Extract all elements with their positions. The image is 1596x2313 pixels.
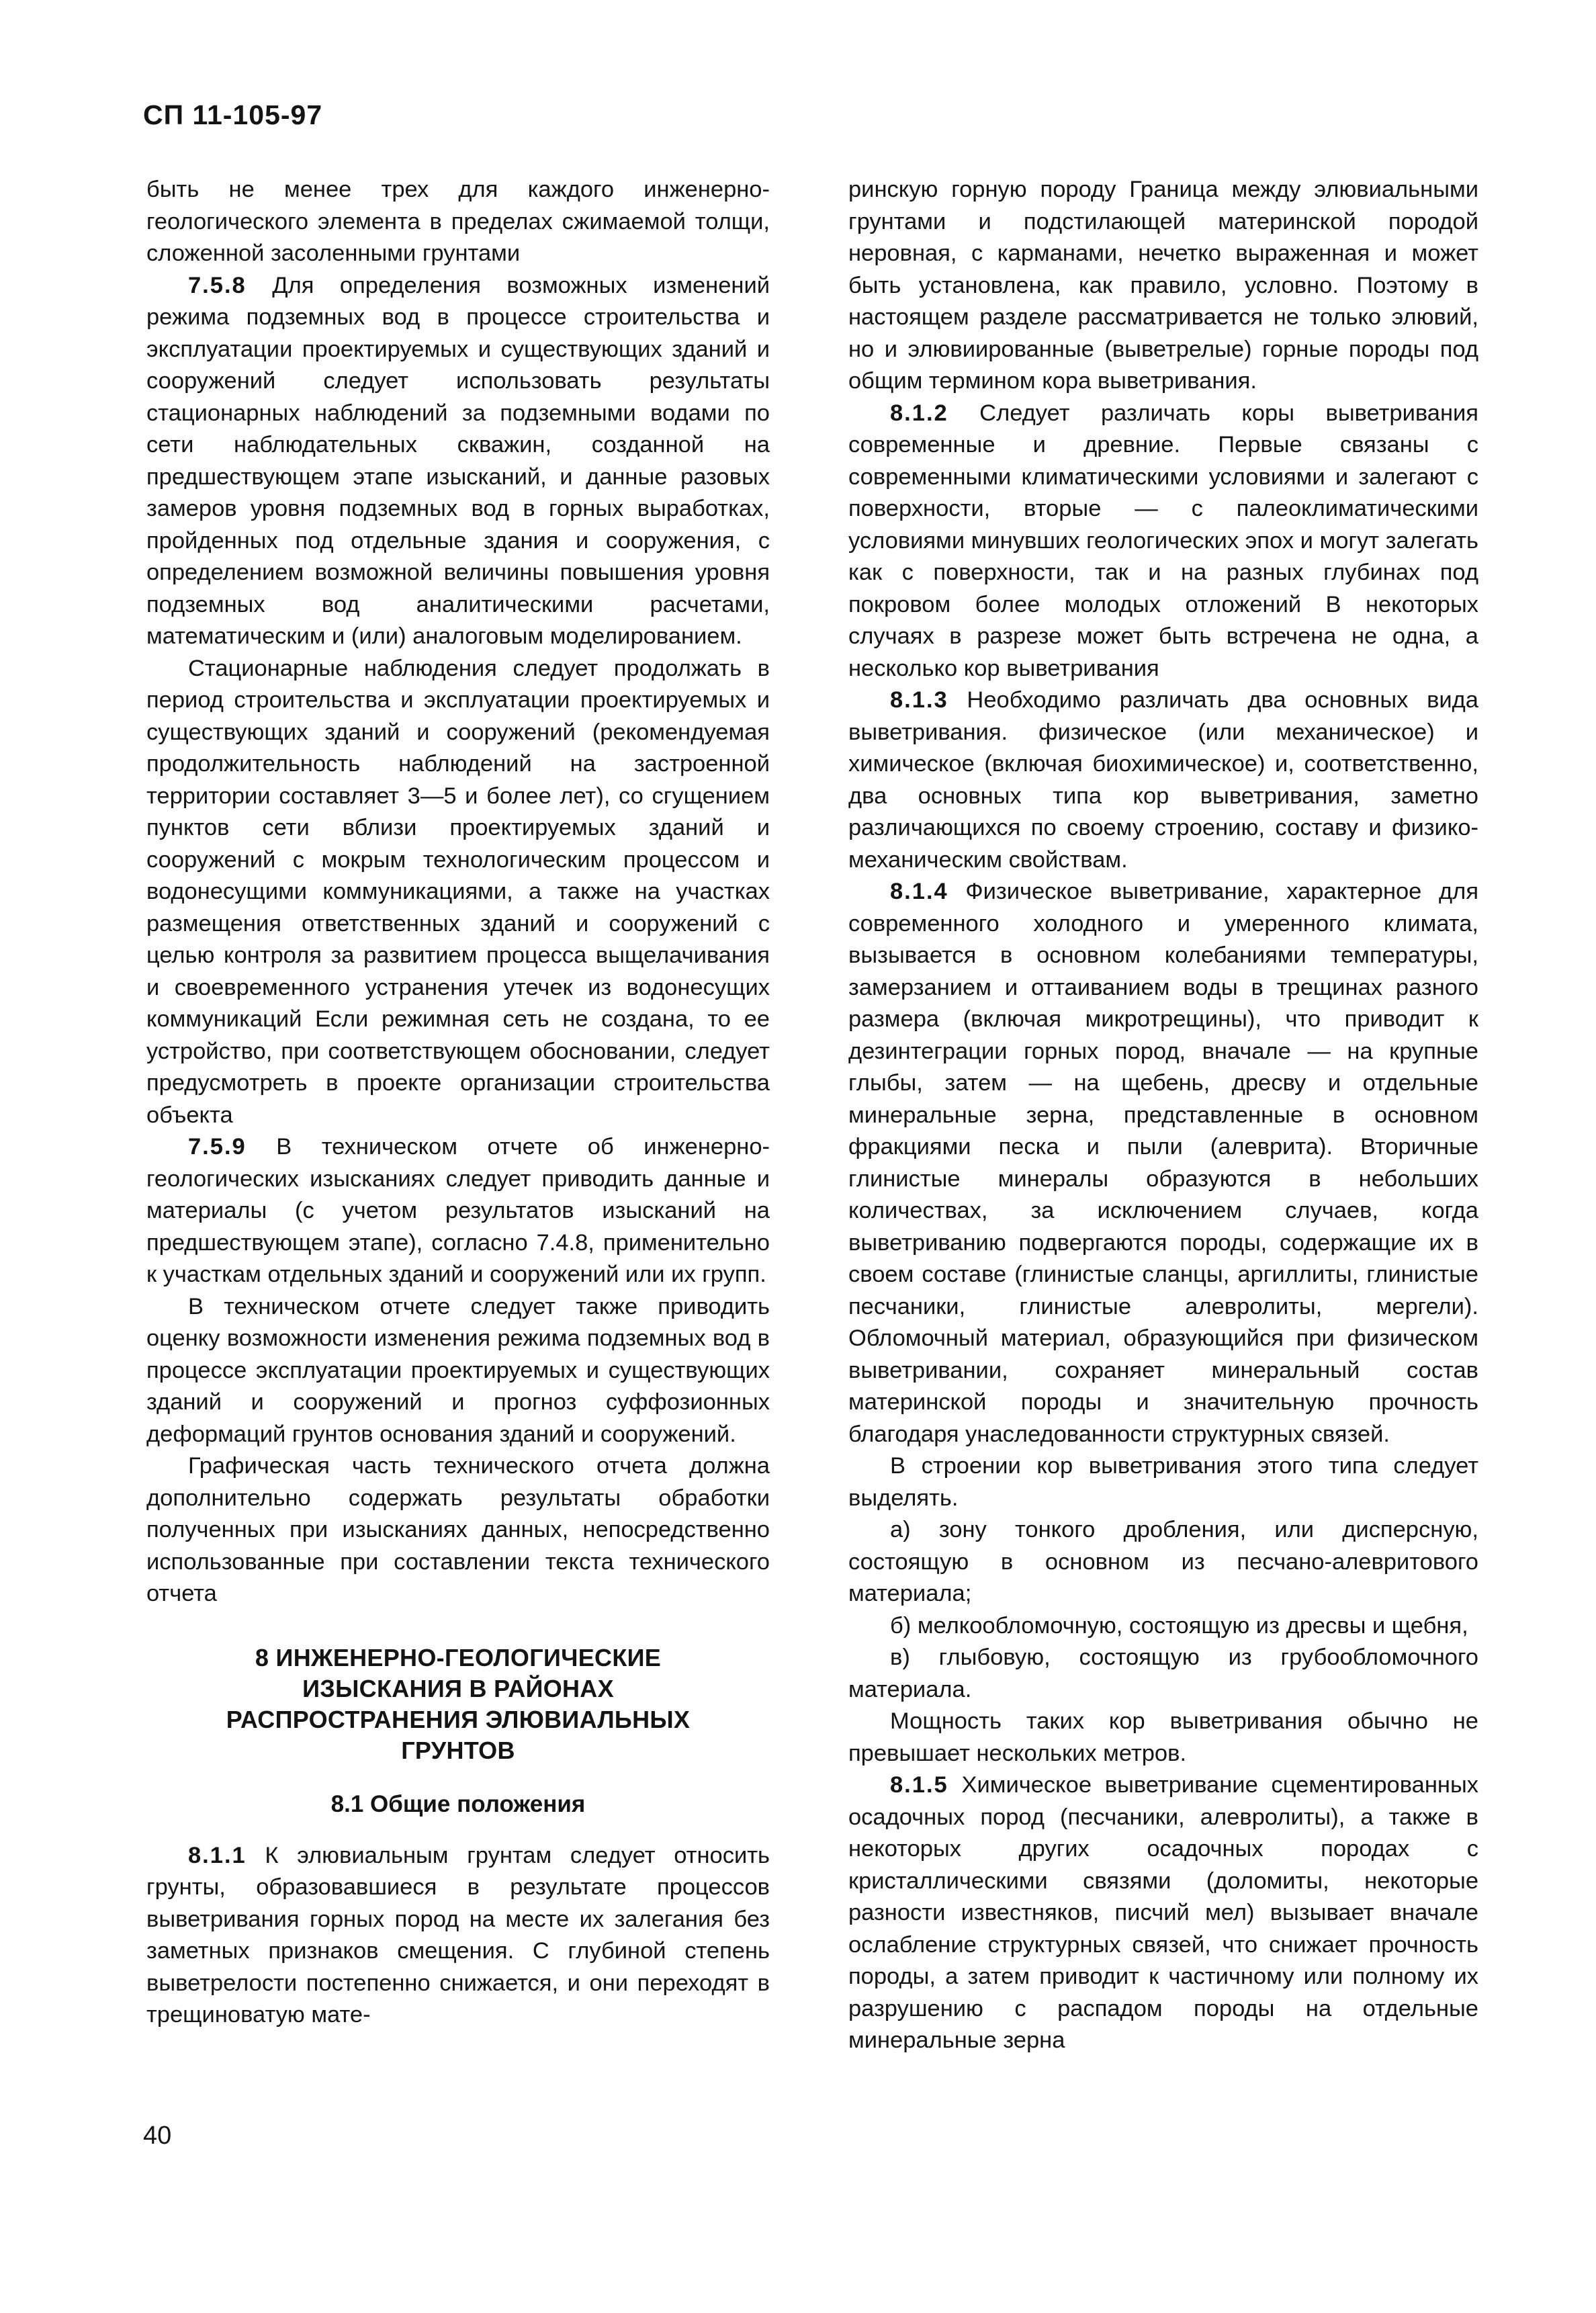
clause-text: Следует различать коры выветривания современные и древние. Первые связаны с современными климатическими условиями и залегают с поверхности, вторые — с палеоклиматическими условиями минувших геологических эпох и могут залегать как с поверхности, так и на разных глубинах под покровом более молодых отложений В некоторых случаях в разрезе может быть встречена не одна, а несколько кор выветривания bbox=[848, 400, 1478, 681]
clause-text: Химическое выветривание сцементированных осадочных пород (песчаники, алевролиты), а также в некоторых других осадочных породах с кристаллическими связями (доломиты, некоторые разности известняков, писчий мел) вызывает вначале ослабление структурных связей, что снижает прочность породы, а затем приводит к частичному или полному их разрушению с распадом породы на отдельные минеральные зерна bbox=[848, 1772, 1478, 2053]
paragraph-8-1-1 bbox=[146, 1840, 770, 2032]
paragraph-structure: В строении кор выветривания этого типа следует выделять. bbox=[848, 1453, 1478, 1511]
clause-text: В техническом отчете об инженерно-геологических изысканиях следует приводить данные и материалы (с учетом результатов изысканий на предшествующем этапе), согласно 7.4.8, применительно к участкам отдельных зданий и сооружений или их групп. bbox=[146, 1134, 770, 1287]
section-title-line: ГРУНТОВ bbox=[401, 1736, 515, 1764]
list-item-a: а) зону тонкого дробления, или дисперсную, состоящую в основном из песчано-алевритового материала; bbox=[848, 1517, 1478, 1606]
clause-number: 8.1.1 bbox=[188, 1842, 247, 1868]
page-number: 40 bbox=[143, 2122, 172, 2150]
clause-text: Физическое выветривание, характерное для современного холодного и умеренного климата, вызывается в основном колебаниями температуры, замерзанием и оттаиванием воды в трещинах разного размера (включая микротрещины), что приводит к дезинтеграции горных пород, вначале — на крупные глыбы, затем — на щебень, дресву и отдельные минеральные зерна, представленные в основном фракциями песка и пыли (алеврита). Вторичные глинистые минералы образуются в небольших количествах, за исключением случаев, когда выветриванию подвергаются породы, содержащие их в своем составе (глинистые сланцы, аргиллиты, глинистые песчаники, глинистые алевролиты, мергели). Обломочный материал, образующийся при физическом выветривании, сохраняет минеральный состав материнской породы и значительную прочность благодаря унаследованности структурных связей. bbox=[848, 879, 1478, 1447]
paragraph-continuation: ринскую горную породу Граница между элювиальными грунтами и подстилающей материнской породой неровная, с карманами, нечетко выраженная и может быть установлена, как правило, условно. Поэтому в настоящем разделе рассматривается не только элювий, но и элювиированные (выветрелые) горные породы под общим термином кора выветривания. bbox=[848, 177, 1478, 394]
section-title bbox=[146, 1643, 770, 1766]
paragraph-continuation: быть не менее трех для каждого инженерно-геологического элемента в пределах сжимаемой толщи, сложенной засоленными грунтами bbox=[146, 177, 770, 266]
paragraph-7-5-9 bbox=[146, 1131, 770, 1291]
section-title-line: ИЗЫСКАНИЯ В РАЙОНАХ bbox=[302, 1674, 614, 1702]
clause-number: 8.1.5 bbox=[890, 1772, 948, 1798]
clause-number: 7.5.8 bbox=[188, 272, 247, 298]
paragraph-graphics: Графическая часть технического отчета должна дополнительно содержать результаты обработки полученных при изысканиях данных, непосредственно использованные при составлении текста технического отчета bbox=[146, 1453, 770, 1606]
paragraph-8-1-4 bbox=[848, 876, 1478, 1450]
clause-number: 8.1.3 bbox=[890, 687, 948, 713]
clause-text: Для определения возможных изменений режима подземных вод в процессе строительства и эксплуатации проектируемых и существующих зданий и сооружений следует использовать результаты стационарных наблюдений за подземными водами по сети наблюдательных скважин, созданной на предшествующем этапе изысканий, и данные разовых замеров уровня подземных вод в горных выработках, пройденных под отдельные здания и сооружения, с определением возможной величины повышения уровня подземных вод аналитическими расчетами, математическим и (или) аналоговым моделированием. bbox=[146, 272, 770, 649]
clause-number: 8.1.2 bbox=[890, 400, 948, 426]
paragraph-8-1-3 bbox=[848, 685, 1478, 876]
document-code: СП 11-105-97 bbox=[143, 99, 323, 130]
section-title-line: РАСПРОСТРАНЕНИЯ ЭЛЮВИАЛЬНЫХ bbox=[226, 1705, 691, 1733]
clause-text: К элювиальным грунтам следует относить грунты, образовавшиеся в результате процессов выветривания горных пород на месте их залегания без заметных признаков смещения. С глубиной степень выветрелости постепенно снижается, и они переходят в трещиноватую мате- bbox=[146, 1842, 770, 2027]
paragraph-8-1-5 bbox=[848, 1770, 1478, 2057]
clause-text: Необходимо различать два основных вида выветривания. физическое (или механическое) и химическое (включая биохимическое) и, соответственно, два основных типа кор выветривания, заметно различающихся по своему строению, составу и физико-механическим свойствам. bbox=[848, 687, 1478, 873]
section-title-line: 8 ИНЖЕНЕРНО-ГЕОЛОГИЧЕСКИЕ bbox=[255, 1643, 662, 1671]
paragraph-7-5-8 bbox=[146, 270, 770, 653]
clause-number: 7.5.9 bbox=[188, 1134, 247, 1160]
paragraph-observations: Стационарные наблюдения следует продолжать в период строительства и эксплуатации проектируемых и существующих зданий и сооружений (рекомендуемая продолжительность наблюдений на застроенной территории составляет 3—5 и более лет), со сгущением пунктов сети вблизи проектируемых зданий и сооружений с мокрым технологическим процессом и водонесущими коммуникациями, а также на участках размещения ответственных зданий и сооружений с целью контроля за развитием процесса выщелачивания и своевременного устранения утечек из водонесущих коммуникаций Если режимная сеть не создана, то ее устройство, при соответствующем обосновании, следует предусмотреть в проекте организации строительства объекта bbox=[146, 655, 770, 1128]
right-column bbox=[848, 174, 1478, 2057]
list-item-b: б) мелкообломочную, состоящую из дресвы и щебня, bbox=[890, 1612, 1468, 1639]
list-item-c: в) глыбовую, состоящую из грубообломочного материала. bbox=[848, 1645, 1478, 1702]
paragraph-report: В техническом отчете следует также приводить оценку возможности изменения режима подземных вод в процессе эксплуатации проектируемых и существующих зданий и сооружений и прогноз суффозионных деформаций грунтов основания зданий и сооружений. bbox=[146, 1293, 770, 1447]
paragraph-8-1-2 bbox=[848, 398, 1478, 685]
left-column bbox=[146, 174, 770, 2032]
subsection-title: 8.1 Общие положения bbox=[330, 1790, 586, 1817]
clause-number: 8.1.4 bbox=[890, 879, 948, 904]
paragraph-thickness: Мощность таких кор выветривания обычно не превышает нескольких метров. bbox=[848, 1708, 1478, 1766]
